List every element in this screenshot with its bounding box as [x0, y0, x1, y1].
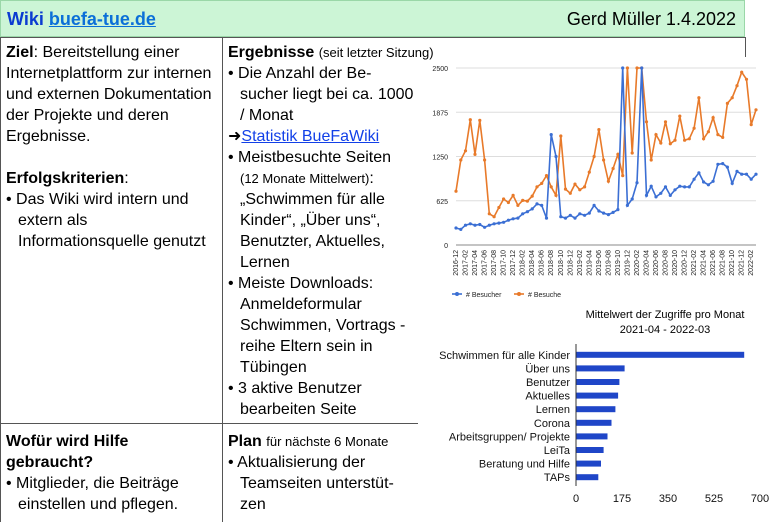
line-chart-x-tick-label: 2019-08	[605, 250, 613, 276]
line-chart-point	[502, 197, 505, 200]
line-chart-point	[483, 226, 486, 229]
line-chart-point	[712, 116, 715, 119]
line-chart-point	[469, 222, 472, 225]
line-chart-x-tick-label: 2021-02	[691, 250, 699, 276]
line-chart-point	[478, 119, 481, 122]
line-chart-x-tick-label: 2020-12	[681, 250, 689, 276]
line-chart-point	[593, 204, 596, 207]
line-chart-x-tick-label: 2020-10	[672, 250, 680, 276]
results-bullet-users: • 3 aktive Benutzer bearbeiten Seite	[228, 380, 362, 418]
bar-category-label: Schwimmen für alle Kinder	[439, 349, 570, 362]
legend-label: # Besucher	[466, 292, 502, 299]
line-chart-point	[497, 206, 500, 209]
line-chart-point	[645, 120, 648, 123]
line-chart-point	[488, 224, 491, 227]
line-chart-point	[659, 192, 662, 195]
line-chart-point	[750, 178, 753, 181]
line-chart-point	[488, 212, 491, 215]
line-chart-y-tick-label: 1875	[432, 110, 448, 118]
line-chart-point	[516, 204, 519, 207]
line-chart-series-line	[456, 68, 756, 217]
visitor-line-chart	[418, 58, 768, 306]
line-chart-x-tick-label: 2018-12	[567, 250, 575, 276]
line-chart-point	[464, 224, 467, 227]
line-chart-point	[731, 96, 734, 99]
goal-text: : Bereitstellung einer Internetplattform zur internen und externen Dokumentation der Projekte und deren Ergebnisse.	[6, 44, 212, 145]
results-bullet-pages: • Meistbesuchte Seiten	[228, 149, 392, 166]
legend-label: # Besuche	[528, 292, 562, 299]
author-date: Gerd Müller 1.4.2022	[566, 9, 736, 29]
bar-category-label: Aktuelles	[525, 390, 570, 403]
line-chart-point	[521, 212, 524, 215]
line-chart-point	[531, 195, 534, 198]
line-chart-point	[626, 204, 629, 207]
criteria-colon: :	[124, 170, 129, 187]
site-link[interactable]: buefa-tue.de	[48, 9, 156, 29]
line-chart-point	[650, 185, 653, 188]
arrow-icon: ➜	[228, 128, 242, 145]
line-chart-point	[621, 174, 624, 177]
line-chart-point	[716, 163, 719, 166]
line-chart-point	[702, 137, 705, 140]
line-chart-point	[640, 66, 643, 69]
bar-category-label: TAPs	[543, 472, 570, 485]
line-chart-x-tick-label: 2021-04	[700, 250, 708, 276]
line-chart-x-tick-label: 2017-02	[462, 250, 470, 276]
line-chart-point	[559, 134, 562, 137]
line-chart-legend	[452, 292, 561, 299]
criteria-bullet: • Das Wiki wird intern und extern als Informationsquelle genutzt	[6, 191, 206, 250]
line-chart-point	[559, 215, 562, 218]
line-chart-point	[707, 130, 710, 133]
line-chart-point	[693, 178, 696, 181]
line-chart-point	[578, 212, 581, 215]
line-chart-x-tick-label: 2019-12	[624, 250, 632, 276]
stat-link-line	[228, 126, 414, 147]
line-chart-point	[745, 78, 748, 81]
plan-cell	[228, 431, 418, 515]
grid-top-line	[0, 37, 745, 38]
legend-marker	[455, 292, 459, 296]
line-chart-point	[545, 174, 548, 177]
line-chart-point	[754, 108, 757, 111]
line-chart-point	[688, 185, 691, 188]
line-chart-point	[659, 141, 662, 144]
line-chart-point	[616, 208, 619, 211]
line-chart-point	[745, 173, 748, 176]
results-bullet-downloads: • Meiste Downloads: Anmeldeformular Schwimmen, Vortrags -reihe Eltern sein in Tübingen	[228, 275, 406, 376]
line-chart-point	[459, 158, 462, 161]
bar-chart-subtitle: 2021-04 - 2022-03	[619, 324, 711, 336]
line-chart-point	[678, 115, 681, 118]
bar	[576, 461, 601, 467]
line-chart-point	[726, 166, 729, 169]
results-heading-label: Ergebnisse	[228, 44, 315, 61]
line-chart-point	[697, 171, 700, 174]
bar-category-label: Arbeitsgruppen/ Projekte	[448, 431, 570, 444]
bar-chart-x-tick-label: 700	[750, 493, 770, 505]
goal-paragraph	[6, 42, 218, 147]
bar-chart-x-tick-label: 175	[612, 493, 632, 505]
bar-category-label: Beratung und Hilfe	[478, 458, 570, 471]
line-chart-x-ticks	[453, 250, 755, 276]
line-chart-point	[526, 210, 529, 213]
help-cell	[6, 431, 218, 515]
plan-heading-note: für nächste 6 Monate	[266, 434, 389, 449]
line-chart-point	[507, 219, 510, 222]
line-chart-point	[631, 151, 634, 154]
goal-cell	[6, 42, 218, 252]
line-chart-point	[597, 209, 600, 212]
line-chart-x-tick-label: 2020-06	[653, 250, 660, 276]
line-chart-x-tick-label: 2020-02	[633, 250, 641, 276]
line-chart-point	[569, 214, 572, 217]
help-bullet: • Mitglieder, die Beiträge einstellen und pflegen.	[6, 475, 179, 513]
line-chart-point	[707, 183, 710, 186]
line-chart-point	[607, 180, 610, 183]
pages-list: „Schwimmen für alle Kinder“, „Über uns“, Benutzter, Aktuelles, Lernen	[240, 191, 385, 271]
bar	[576, 352, 744, 358]
line-chart-point	[712, 180, 715, 183]
line-chart-x-tick-label: 2018-04	[529, 250, 537, 276]
plan-heading-label: Plan	[228, 433, 262, 450]
bar-category-label: Lernen	[535, 404, 570, 417]
line-chart-x-tick-label: 2021-08	[719, 250, 727, 276]
bar-chart-x-ticks	[573, 493, 769, 505]
line-chart-point	[454, 226, 457, 229]
wiki-label: Wiki	[7, 9, 44, 29]
line-chart-x-tick-label: 2022-02	[748, 250, 756, 276]
line-chart-point	[664, 185, 667, 188]
line-chart-point	[612, 167, 615, 170]
line-chart-x-tick-label: 2019-04	[586, 250, 594, 276]
line-chart-x-tick-label: 2021-10	[729, 250, 737, 276]
line-chart-point	[621, 66, 624, 69]
line-chart-point	[526, 200, 529, 203]
criteria-label: Erfolgskriterien	[6, 170, 125, 187]
line-chart-point	[521, 199, 524, 202]
plan-bullet-text: Aktualisierung der Teamseiten unterstüt-zen	[237, 454, 394, 513]
line-chart-point	[669, 194, 672, 197]
line-chart-point	[454, 190, 457, 193]
line-chart-y-ticks	[432, 66, 448, 250]
line-chart-point	[573, 183, 576, 186]
line-chart-y-tick-label: 0	[444, 243, 448, 250]
line-chart-x-tick-label: 2018-02	[519, 250, 527, 276]
header-bar	[0, 0, 745, 37]
line-chart-point	[735, 170, 738, 173]
line-chart-point	[512, 194, 515, 197]
line-chart-point	[459, 228, 462, 231]
bar	[576, 433, 608, 439]
line-chart-point	[473, 153, 476, 156]
line-chart-point	[654, 133, 657, 136]
bar	[576, 379, 619, 385]
line-chart-x-tick-label: 2019-06	[595, 250, 603, 276]
line-chart-point	[635, 66, 638, 69]
line-chart-point	[554, 155, 557, 158]
line-chart-point	[740, 173, 743, 176]
line-chart-point	[678, 185, 681, 188]
line-chart-point	[750, 123, 753, 126]
help-heading	[6, 431, 218, 473]
line-chart-point	[545, 217, 548, 220]
pages-colon: :	[369, 170, 374, 187]
line-chart-point	[583, 214, 586, 217]
grid-middle-line	[0, 423, 418, 424]
line-chart-x-tick-label: 2020-04	[643, 250, 651, 276]
pages-heading: Meistbesuchte Seiten	[238, 149, 392, 166]
line-chart-point	[583, 185, 586, 188]
stat-link[interactable]: Statistik BueFaWiki	[241, 128, 380, 145]
line-chart-point	[512, 217, 515, 220]
line-chart-x-tick-label: 2017-04	[472, 250, 480, 276]
line-chart-x-tick-label: 2017-12	[510, 250, 518, 276]
line-chart-point	[702, 180, 705, 183]
line-chart-point	[507, 201, 510, 204]
line-chart-point	[626, 66, 629, 69]
grid-right-top-border	[745, 37, 746, 57]
results-bullet-visitors: • Die Anzahl der Be-sucher liegt bei ca. 1000 / Monat	[228, 65, 414, 124]
line-chart-x-tick-label: 2019-10	[614, 250, 622, 276]
plan-bullet: • Aktualisierung der Teamseiten unterstüt-zen	[228, 454, 394, 513]
line-chart-point	[688, 137, 691, 140]
line-chart-point	[683, 139, 686, 142]
bar-chart-category-labels	[439, 350, 571, 484]
criteria-bullet-text: Das Wiki wird intern und extern als Informationsquelle genutzt	[16, 191, 206, 250]
results-cell	[228, 42, 434, 420]
line-chart-point	[697, 96, 700, 99]
bar	[576, 393, 618, 399]
line-chart-x-tick-label: 2017-08	[491, 250, 499, 276]
line-chart-point	[673, 188, 676, 191]
page-views-bar-chart	[418, 306, 773, 518]
line-chart-x-tick-label: 2016-12	[453, 250, 460, 276]
line-chart-point	[602, 212, 605, 215]
line-chart-point	[473, 224, 476, 227]
line-chart-point	[721, 136, 724, 139]
bar-chart-x-tick-label: 350	[658, 493, 678, 505]
bar-chart-x-tick-label: 0	[572, 493, 580, 505]
line-chart-point	[564, 217, 567, 220]
line-chart-point	[469, 118, 472, 121]
line-chart-point	[478, 223, 481, 226]
line-chart-y-tick-label: 625	[436, 198, 448, 206]
line-chart-point	[754, 173, 757, 176]
goal-label: Ziel	[6, 44, 34, 61]
line-chart-series	[454, 66, 757, 231]
bar	[576, 474, 598, 480]
line-chart-point	[540, 204, 543, 207]
visitors-text: Die Anzahl der Be-sucher liegt bei ca. 1000 / Monat	[238, 65, 414, 124]
line-chart-point	[669, 142, 672, 145]
line-chart-point	[716, 133, 719, 136]
line-chart-point	[535, 202, 538, 205]
line-chart-x-tick-label: 2017-10	[500, 250, 508, 276]
line-chart-point	[588, 212, 591, 215]
line-chart-point	[564, 188, 567, 191]
results-heading-note: (seit letzter Sitzung)	[318, 45, 434, 60]
line-chart-x-tick-label: 2020-08	[662, 250, 670, 276]
line-chart-point	[721, 162, 724, 165]
users-text: 3 aktive Benutzer bearbeiten Seite	[238, 380, 362, 418]
bar-category-label: Über uns	[525, 363, 570, 376]
line-chart-point	[493, 215, 496, 218]
header-title	[7, 9, 156, 30]
line-chart-point	[683, 185, 686, 188]
bar-category-label: Benutzer	[525, 377, 570, 389]
downloads-text: Meiste Downloads: Anmeldeformular Schwimmen, Vortrags -reihe Eltern sein in Tübingen	[238, 275, 406, 376]
line-chart-point	[588, 171, 591, 174]
bar-category-label: LeiTa	[543, 445, 570, 457]
line-chart-point	[673, 139, 676, 142]
line-chart-point	[550, 185, 553, 188]
line-chart-grid	[456, 68, 756, 245]
line-chart-y-tick-label: 1250	[432, 154, 448, 162]
grid-vertical-left	[0, 37, 1, 522]
line-chart-point	[540, 182, 543, 185]
bar-category-label: Corona	[533, 417, 570, 430]
line-chart-point	[650, 158, 653, 161]
line-chart-x-tick-label: 2019-02	[576, 250, 584, 276]
line-chart-point	[573, 217, 576, 220]
bar-chart-bars	[576, 344, 744, 486]
results-heading	[228, 42, 434, 63]
line-chart-x-tick-label: 2018-10	[557, 250, 565, 276]
line-chart-x-tick-label: 2017-06	[481, 250, 489, 276]
pages-note: (12 Monate Mittelwert)	[240, 171, 370, 186]
line-chart-point	[593, 155, 596, 158]
line-chart-x-tick-label: 2018-06	[538, 250, 546, 276]
line-chart-point	[550, 133, 553, 136]
line-chart-point	[578, 188, 581, 191]
legend-marker	[517, 292, 521, 296]
line-chart-point	[631, 197, 634, 200]
bar	[576, 447, 604, 453]
bar	[576, 365, 625, 371]
line-chart-point	[693, 127, 696, 130]
help-bullet-text: Mitglieder, die Beiträge einstellen und pflegen.	[16, 475, 179, 513]
line-chart-x-tick-label: 2018-08	[548, 250, 556, 276]
line-chart-point	[645, 194, 648, 197]
bar	[576, 420, 612, 426]
line-chart-point	[531, 207, 534, 210]
plan-heading	[228, 431, 418, 452]
line-chart-point	[612, 211, 615, 214]
bar-chart-title: Mittelwert der Zugriffe pro Monat	[585, 309, 745, 321]
line-chart-point	[664, 120, 667, 123]
line-chart-point	[554, 194, 557, 197]
line-chart-point	[607, 213, 610, 216]
bar	[576, 406, 615, 412]
line-chart-point	[502, 221, 505, 224]
line-chart-point	[569, 192, 572, 195]
line-chart-point	[726, 102, 729, 105]
line-chart-point	[464, 149, 467, 152]
line-chart-x-tick-label: 2021-06	[710, 250, 718, 276]
line-chart-point	[635, 181, 638, 184]
line-chart-point	[516, 217, 519, 220]
line-chart-y-tick-label: 2500	[432, 66, 448, 73]
line-chart-point	[602, 158, 605, 161]
bar-chart-x-tick-label: 525	[704, 493, 724, 505]
line-chart-point	[497, 222, 500, 225]
grid-vertical-mid	[222, 37, 223, 522]
line-chart-point	[731, 182, 734, 185]
help-heading-text: Wofür wird Hilfe gebraucht?	[6, 433, 129, 471]
line-chart-point	[493, 222, 496, 225]
line-chart-x-tick-label: 2021-12	[738, 250, 746, 276]
pages-note-line	[228, 168, 414, 189]
criteria-heading	[6, 168, 218, 189]
line-chart-point	[535, 185, 538, 188]
line-chart-point	[740, 71, 743, 74]
line-chart-point	[597, 128, 600, 131]
line-chart-point	[735, 84, 738, 87]
line-chart-point	[483, 158, 486, 161]
line-chart-point	[654, 195, 657, 198]
